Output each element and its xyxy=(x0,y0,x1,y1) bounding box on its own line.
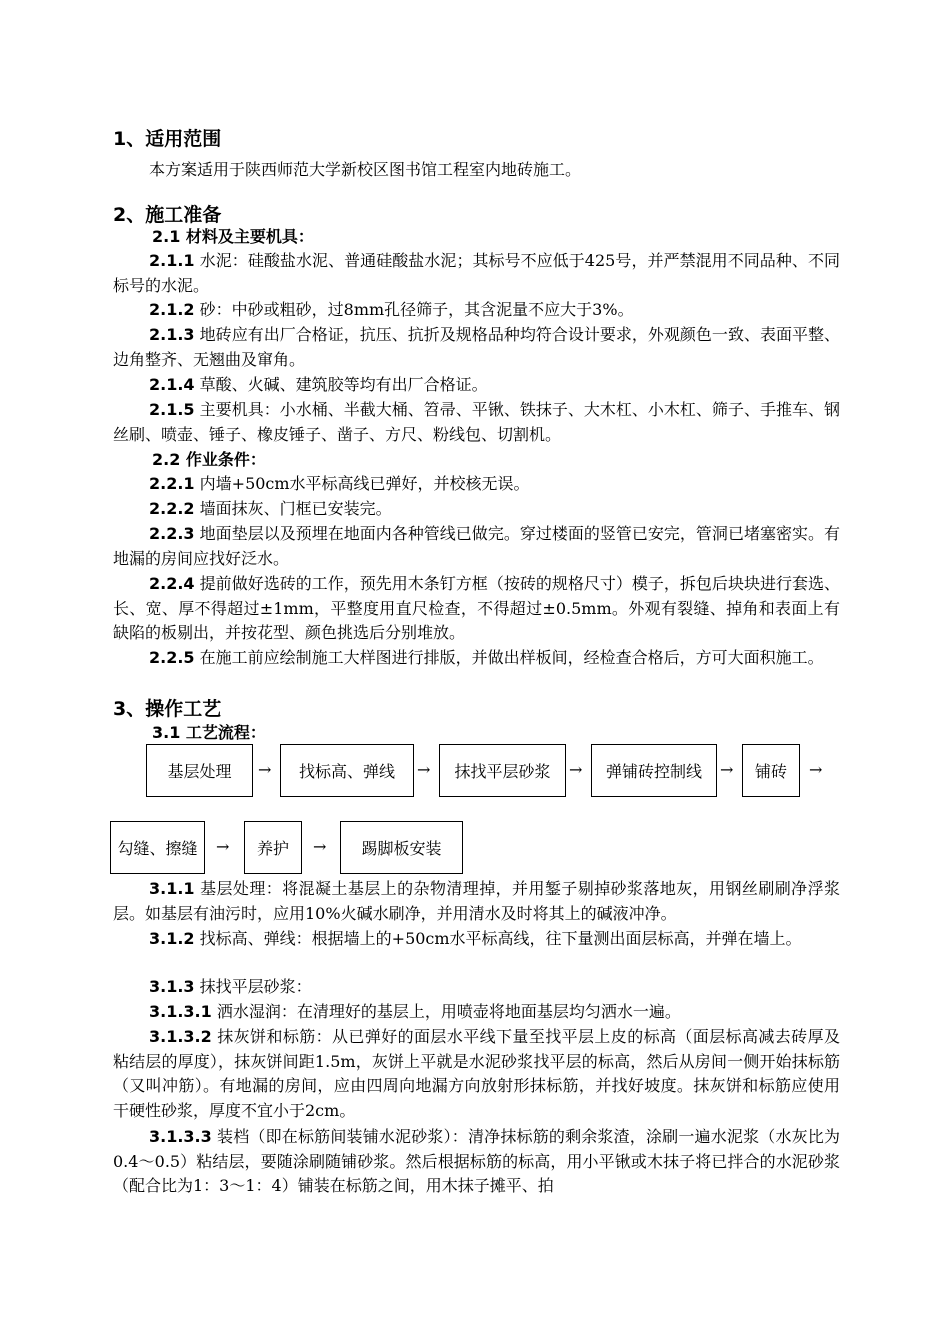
flow-step-7: 养护 xyxy=(244,821,302,874)
item-2-1-2 xyxy=(113,298,840,323)
arrow-right-icon: → xyxy=(720,760,734,779)
item-number: 2.1.2 xyxy=(149,300,195,319)
item-text: 地砖应有出厂合格证，抗压、抗折及规格品种均符合设计要求，外观颜色一致、表面平整、边角整齐、无翘曲及窜角。 xyxy=(113,325,840,369)
item-3-1-1 xyxy=(113,877,840,926)
item-number: 2.1.1 xyxy=(149,251,195,270)
arrow-right-icon: → xyxy=(417,760,431,779)
item-3-1-2 xyxy=(113,927,840,952)
arrow-right-icon: → xyxy=(809,760,823,779)
flow-step-4: 弹铺砖控制线 xyxy=(591,744,717,797)
section-1-heading: 1、适用范围 xyxy=(113,128,222,150)
item-3-1-3 xyxy=(113,975,840,1000)
section-3-1-heading: 3.1 工艺流程： xyxy=(152,723,266,742)
item-number: 2.2.1 xyxy=(149,474,195,493)
item-number: 3.1.3.2 xyxy=(149,1027,212,1046)
section-2-heading: 2、施工准备 xyxy=(113,204,222,226)
flow-step-1: 基层处理 xyxy=(146,744,253,797)
item-number: 2.1.5 xyxy=(149,400,195,419)
item-text: 地面垫层以及预埋在地面内各种管线已做完。穿过楼面的竖管已安完，管洞已堵塞密实。有地漏的房间应找好泛水。 xyxy=(113,524,840,568)
section-2-1-heading: 2.1 材料及主要机具： xyxy=(152,227,314,246)
item-2-1-5 xyxy=(113,398,840,447)
item-text: 草酸、火碱、建筑胶等均有出厂合格证。 xyxy=(199,375,488,394)
item-text: 水泥：硅酸盐水泥、普通硅酸盐水泥；其标号不应低于425号，并严禁混用不同品种、不同标号的水泥。 xyxy=(113,251,840,295)
item-number: 3.1.2 xyxy=(149,929,195,948)
item-number: 2.2.2 xyxy=(149,499,195,518)
section-1-text xyxy=(113,158,840,183)
section-1-text-content: 本方案适用于陕西师范大学新校区图书馆工程室内地砖施工。 xyxy=(149,160,582,179)
item-number: 3.1.1 xyxy=(149,879,195,898)
arrow-right-icon: → xyxy=(569,760,583,779)
arrow-right-icon: → xyxy=(216,837,230,856)
item-2-2-5 xyxy=(113,646,840,671)
item-number: 2.2.3 xyxy=(149,524,195,543)
item-text: 内墙+50cm水平标高线已弹好，并校核无误。 xyxy=(199,474,530,493)
flow-step-6: 勾缝、擦缝 xyxy=(110,821,205,874)
item-3-1-3-3 xyxy=(113,1125,840,1199)
item-text: 抹灰饼和标筋：从已弹好的面层水平线下量至找平层上皮的标高（面层标高减去砖厚及粘结层的厚度），抹灰饼间距1.5m，灰饼上平就是水泥砂浆找平层的标高，然后从房间一侧开始抹标筋（又叫冲筋）。有地漏的房间，应由四周向地漏方向放射形抹标筋，并找好坡度。抹灰饼和标筋应使用干硬性砂浆，厚度不宜小于2cm。 xyxy=(113,1027,840,1120)
item-number: 2.1.4 xyxy=(149,375,195,394)
item-2-2-1 xyxy=(113,472,840,497)
item-text: 主要机具：小水桶、半截大桶、笤帚、平锹、铁抹子、大木杠、小木杠、筛子、手推车、钢丝刷、喷壶、锤子、橡皮锤子、凿子、方尺、粉线包、切割机。 xyxy=(113,400,840,444)
item-2-2-4 xyxy=(113,572,840,646)
item-text: 找标高、弹线：根据墙上的+50cm水平标高线，往下量测出面层标高，并弹在墙上。 xyxy=(199,929,802,948)
item-2-2-3 xyxy=(113,522,840,571)
item-number: 2.1.3 xyxy=(149,325,195,344)
item-number: 3.1.3.1 xyxy=(149,1002,212,1021)
item-number: 3.1.3 xyxy=(149,977,195,996)
flow-step-2: 找标高、弹线 xyxy=(280,744,414,797)
item-text: 洒水湿润：在清理好的基层上，用喷壶将地面基层均匀洒水一遍。 xyxy=(216,1002,681,1021)
item-text: 抹找平层砂浆： xyxy=(199,977,312,996)
item-2-1-1 xyxy=(113,249,840,298)
item-3-1-3-1 xyxy=(113,1000,840,1025)
flow-step-5: 铺砖 xyxy=(742,744,800,797)
item-text: 基层处理：将混凝土基层上的杂物清理掉，并用錾子剔掉砂浆落地灰，用钢丝刷刷净浮浆层。如基层有油污时，应用10%火碱水刷净，并用清水及时将其上的碱液冲净。 xyxy=(113,879,840,923)
item-number: 2.2.5 xyxy=(149,648,195,667)
section-2-2-heading: 2.2 作业条件： xyxy=(152,450,266,469)
item-2-1-4 xyxy=(113,373,840,398)
item-2-2-2 xyxy=(113,497,840,522)
item-3-1-3-2 xyxy=(113,1025,840,1123)
item-2-1-3 xyxy=(113,323,840,372)
item-text: 装档（即在标筋间装铺水泥砂浆）：清净抹标筋的剩余浆渣，涂刷一遍水泥浆（水灰比为0.4～0.5）粘结层，要随涂刷随铺砂浆。然后根据标筋的标高，用小平锹或木抹子将已拌合的水泥砂浆（配合比为1：3～1：4）铺装在标筋之间，用木抹子摊平、拍 xyxy=(113,1127,840,1195)
item-text: 在施工前应绘制施工大样图进行排版，并做出样板间，经检查合格后，方可大面积施工。 xyxy=(199,648,824,667)
item-text: 砂：中砂或粗砂，过8mm孔径筛子，其含泥量不应大于3%。 xyxy=(199,300,634,319)
item-number: 2.2.4 xyxy=(149,574,195,593)
arrow-right-icon: → xyxy=(258,760,272,779)
flow-step-8: 踢脚板安装 xyxy=(340,821,463,874)
arrow-right-icon: → xyxy=(313,837,327,856)
item-text: 墙面抹灰、门框已安装完。 xyxy=(199,499,392,518)
flow-step-3: 抹找平层砂浆 xyxy=(439,744,566,797)
item-number: 3.1.3.3 xyxy=(149,1127,212,1146)
item-text: 提前做好选砖的工作，预先用木条钉方框（按砖的规格尺寸）模子，拆包后块块进行套选、长、宽、厚不得超过±1mm，平整度用直尺检查，不得超过±0.5mm。外观有裂缝、掉角和表面上有缺陷的板剔出，并按花型、颜色挑选后分别堆放。 xyxy=(113,574,840,642)
section-3-heading: 3、操作工艺 xyxy=(113,698,222,720)
